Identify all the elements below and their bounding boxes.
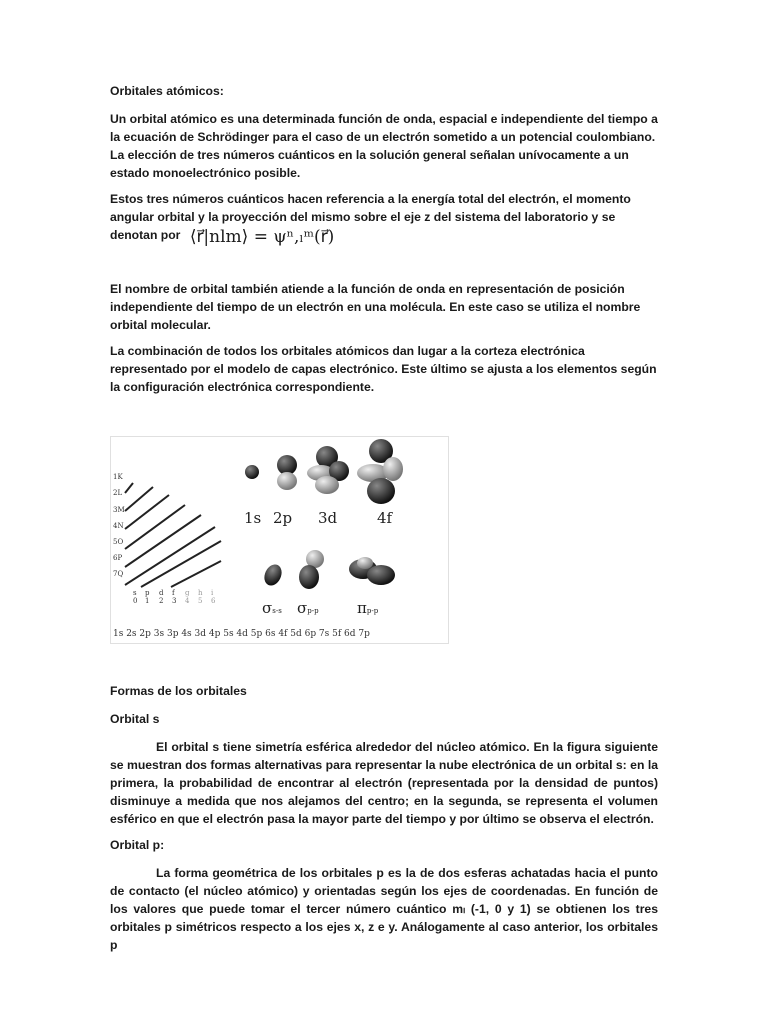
sublevel-f: f: [172, 589, 175, 597]
paragraph-5: El orbital s tiene simetría esférica alrededor del núcleo atómico. En la figura siguiente se muestran dos formas alternativas para representar la nube electrónica de un orbital s: en la primera, la probabilidad de encontrar al electrón (representada por la densidad de puntos) disminuye a medida que nos alejamos del centro; en la segunda, se representa el volumen esférico en que el electrón pasa la mayor parte del tiempo y por último se observa el electrón.: [110, 740, 658, 826]
sublevel-num-2: 2: [159, 597, 164, 605]
label-sigma-ss: [262, 599, 282, 617]
spacer: [110, 254, 658, 280]
sublevel-num-1: 1: [145, 597, 150, 605]
shell-1: 1K: [113, 473, 123, 481]
sublevel-p: p: [145, 589, 150, 597]
orbital-2p-bottom: [277, 472, 297, 490]
shell-4: 4N: [113, 522, 124, 530]
shell-7: 7Q: [113, 570, 124, 578]
sublevel-num-6: 6: [211, 597, 216, 605]
paragraph-2-text: Estos tres números cuánticos hacen referencia a la energía total del electrón, el momento angular orbital y la proyección del mismo sobre el eje z del sistema del laboratorio y se denotan por: [110, 192, 631, 242]
heading-orbital-p: Orbital p:: [110, 838, 165, 852]
pi-pp-sub: p-p: [366, 607, 379, 615]
quantum-formula: ⟨r⃗|nlm⟩ = ψⁿ,ₗᵐ(r⃗): [189, 227, 335, 247]
shell-6: 6P: [113, 554, 123, 562]
heading-orbital-s: Orbital s: [110, 712, 160, 726]
paragraph-1: Un orbital atómico es una determinada función de onda, espacial e independiente del tiempo a la ecuación de Schrödinger para el caso de un electrón sometido a un potencial coulombiano. La elección de tres números cuánticos en la solución general señalan unívocamente a un estado monoelectrónico posible.: [110, 112, 658, 180]
sigma-ss-sub: s-s: [272, 607, 282, 615]
label-sigma-pp: [297, 599, 319, 617]
heading-formas-orbitales: Formas de los orbitales: [110, 684, 247, 698]
document-page-lower: [110, 682, 658, 962]
sigma-pp-symbol: σ: [297, 599, 308, 617]
sublevel-num-5: 5: [198, 597, 203, 605]
sublevel-num-3: 3: [172, 597, 177, 605]
sublevel-s: s: [133, 589, 137, 597]
shell-5: 5O: [113, 538, 124, 546]
label-3d: 3d: [318, 509, 338, 527]
paragraph-6: La forma geométrica de los orbitales p es la de dos esferas achatadas hacia el punto de contacto (el núcleo atómico) y orientadas según los ejes de coordenadas. En función de los valores que puede tomar el tercer número cuántico mₗ (-1, 0 y 1) se obtienen los tres orbitales p simétricos respecto a los ejes x, z e y. Análogamente al caso anterior, los orbitales p: [110, 866, 658, 952]
label-pi-pp: [357, 599, 378, 617]
orbital-1s: [245, 465, 259, 479]
sigma-ss-symbol: σ: [262, 599, 273, 617]
madelung-arrows: [125, 483, 221, 587]
fill-order-row: 1s 2s 2p 3s 3p 4s 3d 4p 5s 4d 5p 6s 4f 5d 6p 7s 5f 6d 7p: [113, 629, 370, 639]
document-page: [110, 82, 658, 404]
heading-orbitales-atomicos: Orbitales atómicos:: [110, 84, 224, 98]
sublevel-num-0: 0: [133, 597, 138, 605]
sublevel-i: i: [211, 589, 214, 597]
orbitals-figure: [110, 436, 449, 644]
label-1s: 1s: [244, 509, 262, 527]
paragraph-4: La combinación de todos los orbitales atómicos dan lugar a la corteza electrónica representado por el modelo de capas electrónico. Este último se ajusta a los elementos según la configuración electrónica correspondiente.: [110, 344, 657, 394]
sublevel-d: d: [159, 589, 164, 597]
paragraph-2: [110, 190, 658, 246]
pi-pp-symbol: π: [357, 599, 367, 617]
sublevel-g: g: [185, 589, 190, 597]
paragraph-3: El nombre de orbital también atiende a la función de onda en representación de posición independiente del tiempo de un electrón en una molécula. En este caso se utiliza el nombre orbital molecular.: [110, 282, 641, 332]
label-2p: 2p: [273, 509, 293, 527]
shell-3: 3M: [113, 506, 125, 514]
sigma-pp-sub: p-p: [307, 607, 319, 615]
shell-2: 2L: [113, 489, 123, 497]
sublevel-num-4: 4: [185, 597, 190, 605]
sublevel-h: h: [198, 589, 203, 597]
label-4f: 4f: [377, 509, 393, 527]
